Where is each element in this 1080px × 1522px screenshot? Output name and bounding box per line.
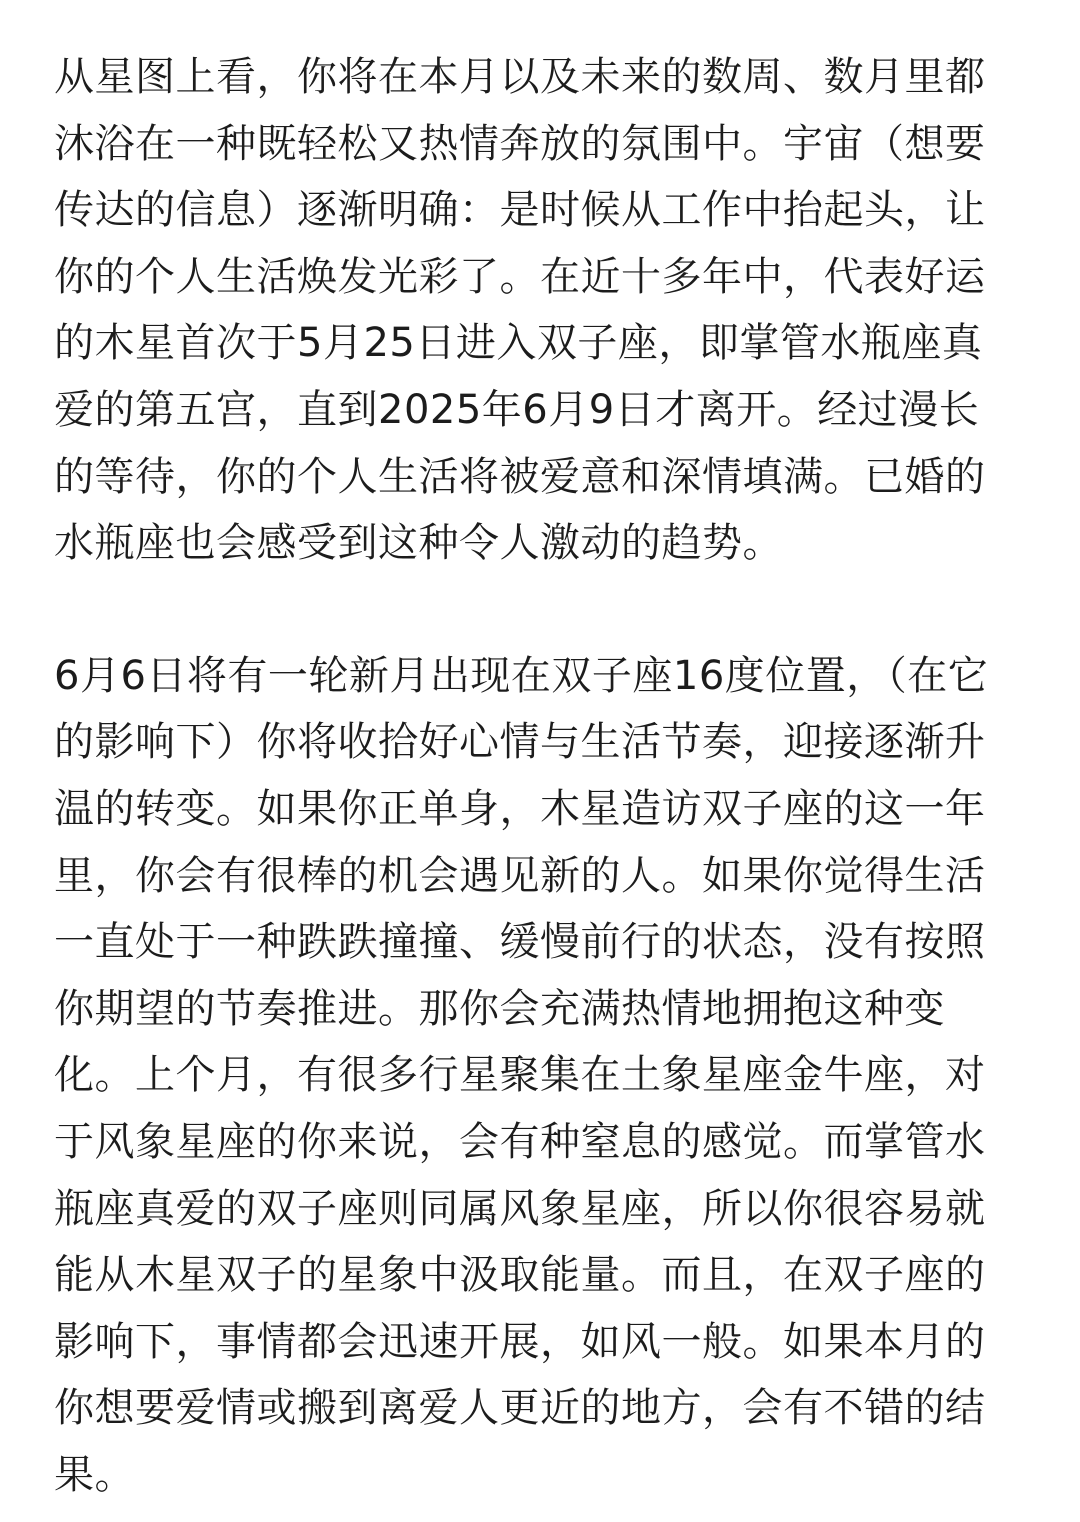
text-line: 能从木星双子的星象中汲取能量。而且，在双子座的 bbox=[54, 1252, 986, 1299]
text-line: 沐浴在一种既轻松又热情奔放的氛围中。宇宙（想要 bbox=[54, 120, 986, 167]
text-line: 的等待，你的个人生活将被爱意和深情填满。已婚的 bbox=[54, 453, 986, 500]
text-line: 于风象星座的你来说，会有种窒息的感觉。而掌管水 bbox=[54, 1118, 986, 1165]
text-line: 影响下，事情都会迅速开展，如风一般。如果本月的 bbox=[54, 1318, 986, 1365]
article-body bbox=[54, 44, 1044, 1508]
text-line: 6月6日将有一轮新月出现在双子座16度位置，（在它 bbox=[54, 652, 989, 699]
text-line: 温的转变。如果你正单身，木星造访双子座的这一年 bbox=[54, 785, 986, 832]
text-line: 你的个人生活焕发光彩了。在近十多年中，代表好运 bbox=[54, 253, 986, 300]
text-line: 从星图上看，你将在本月以及未来的数周、数月里都 bbox=[54, 54, 986, 100]
paragraph-1 bbox=[54, 44, 1044, 577]
text-line: 一直处于一种跌跌撞撞、缓慢前行的状态，没有按照 bbox=[54, 919, 986, 966]
text-line: 传达的信息）逐渐明确：是时候从工作中抬起头，让 bbox=[54, 187, 986, 234]
paragraph-spacer bbox=[54, 577, 1044, 643]
text-line: 瓶座真爱的双子座则同属风象星座，所以你很容易就 bbox=[54, 1185, 986, 1232]
paragraph-2 bbox=[54, 643, 1044, 1509]
text-line: 果。 bbox=[54, 1451, 135, 1498]
text-line: 的木星首次于5月25日进入双子座，即掌管水瓶座真 bbox=[54, 320, 983, 367]
text-line: 化。上个月，有很多行星聚集在土象星座金牛座，对 bbox=[54, 1052, 986, 1099]
text-line: 的影响下）你将收拾好心情与生活节奏，迎接逐渐升 bbox=[54, 719, 986, 766]
text-line: 你期望的节奏推进。那你会充满热情地拥抱这种变 bbox=[54, 985, 945, 1032]
text-line: 里，你会有很棒的机会遇见新的人。如果你觉得生活 bbox=[54, 852, 986, 899]
text-line: 水瓶座也会感受到这种令人激动的趋势。 bbox=[54, 520, 783, 567]
text-line: 爱的第五宫，直到2025年6月9日才离开。经过漫长 bbox=[54, 386, 980, 433]
text-line: 你想要爱情或搬到离爱人更近的地方，会有不错的结 bbox=[54, 1385, 986, 1432]
